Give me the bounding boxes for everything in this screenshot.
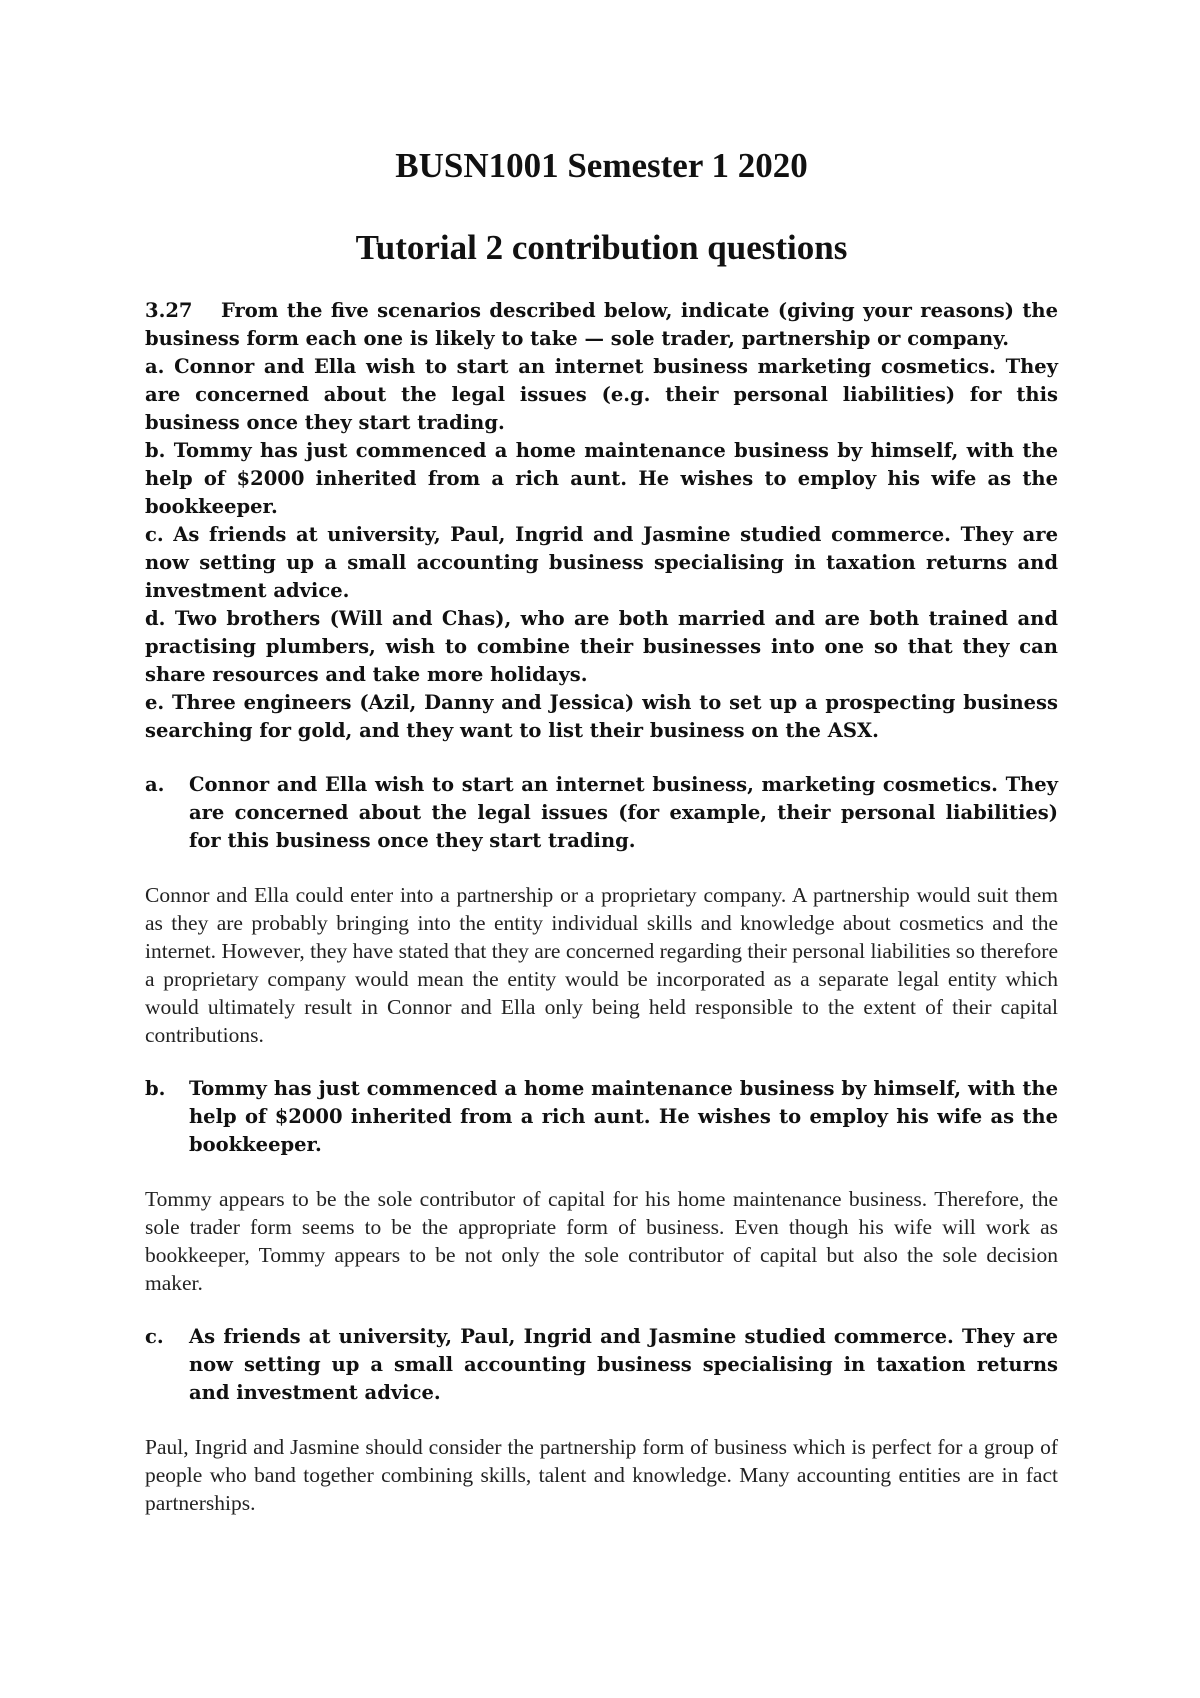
question-intro [145, 297, 1058, 745]
section-question-text: As friends at university, Paul, Ingrid and Jasmine studied commerce. They are now setting up a small accounting business specialising in taxation returns and investment advice. [189, 1325, 1058, 1404]
scenario-item: e. Three engineers (Azil, Danny and Jessica) wish to set up a prospecting business searching for gold, and they want to list their business on the ASX. [145, 691, 1058, 742]
scenario-item: c. As friends at university, Paul, Ingrid and Jasmine studied commerce. They are now setting up a small accounting business specialising in taxation returns and investment advice. [145, 523, 1058, 602]
document-title: BUSN1001 Semester 1 2020 [395, 146, 808, 185]
document-subtitle: Tutorial 2 contribution questions [355, 228, 848, 267]
section-question-text: Connor and Ella wish to start an internet business, marketing cosmetics. They are concerned about the legal issues (for example, their personal liabilities) for this business once they start trading. [189, 773, 1058, 852]
question-number: 3.27 [145, 299, 193, 322]
section-question-text: Tommy has just commenced a home maintenance business by himself, with the help of $2000 inherited from a rich aunt. He wishes to employ his wife as the bookkeeper. [189, 1077, 1058, 1156]
section-letter: b. [145, 1077, 166, 1100]
section-answer: Paul, Ingrid and Jasmine should consider the partnership form of business which is perfect for a group of people who band together combining skills, talent and knowledge. Many accounting entities are in fact partnerships. [145, 1435, 1058, 1515]
scenario-item: a. Connor and Ella wish to start an internet business marketing cosmetics. They are concerned about the legal issues (e.g. their personal liabilities) for this business once they start trading. [145, 355, 1058, 434]
scenario-item: b. Tommy has just commenced a home maintenance business by himself, with the help of $2000 inherited from a rich aunt. He wishes to employ his wife as the bookkeeper. [145, 439, 1058, 518]
section-question [145, 771, 1058, 855]
section-question [145, 1075, 1058, 1159]
scenario-item: d. Two brothers (Will and Chas), who are both married and are both trained and practising plumbers, wish to combine their businesses into one so that they can share resources and take more holidays. [145, 607, 1058, 686]
intro-lead-paragraph [145, 297, 1058, 353]
answer-section-c [145, 1323, 1058, 1517]
section-letter: c. [145, 1325, 164, 1348]
intro-lead-text: From the five scenarios described below, indicate (giving your reasons) the business form each one is likely to take — sole trader, partnership or company. [145, 299, 1058, 350]
answer-section-b [145, 1075, 1058, 1297]
section-answer: Tommy appears to be the sole contributor of capital for his home maintenance business. Therefore, the sole trader form seems to be the appropriate form of business. Even though his wife will work as bookkeeper, Tommy appears to be not only the sole contributor of capital but also the sole decision maker. [145, 1187, 1058, 1295]
section-answer: Connor and Ella could enter into a partnership or a proprietary company. A partnership would suit them as they are probably bringing into the entity individual skills and knowledge about cosmetics and the internet. However, they have stated that they are concerned regarding their personal liabilities so therefore a proprietary company would mean the entity would be incorporated as a separate legal entity which would ultimately result in Connor and Ella only being held responsible to the extent of their capital contributions. [145, 883, 1058, 1047]
section-letter: a. [145, 773, 165, 796]
section-question [145, 1323, 1058, 1407]
answer-section-a [145, 771, 1058, 1049]
